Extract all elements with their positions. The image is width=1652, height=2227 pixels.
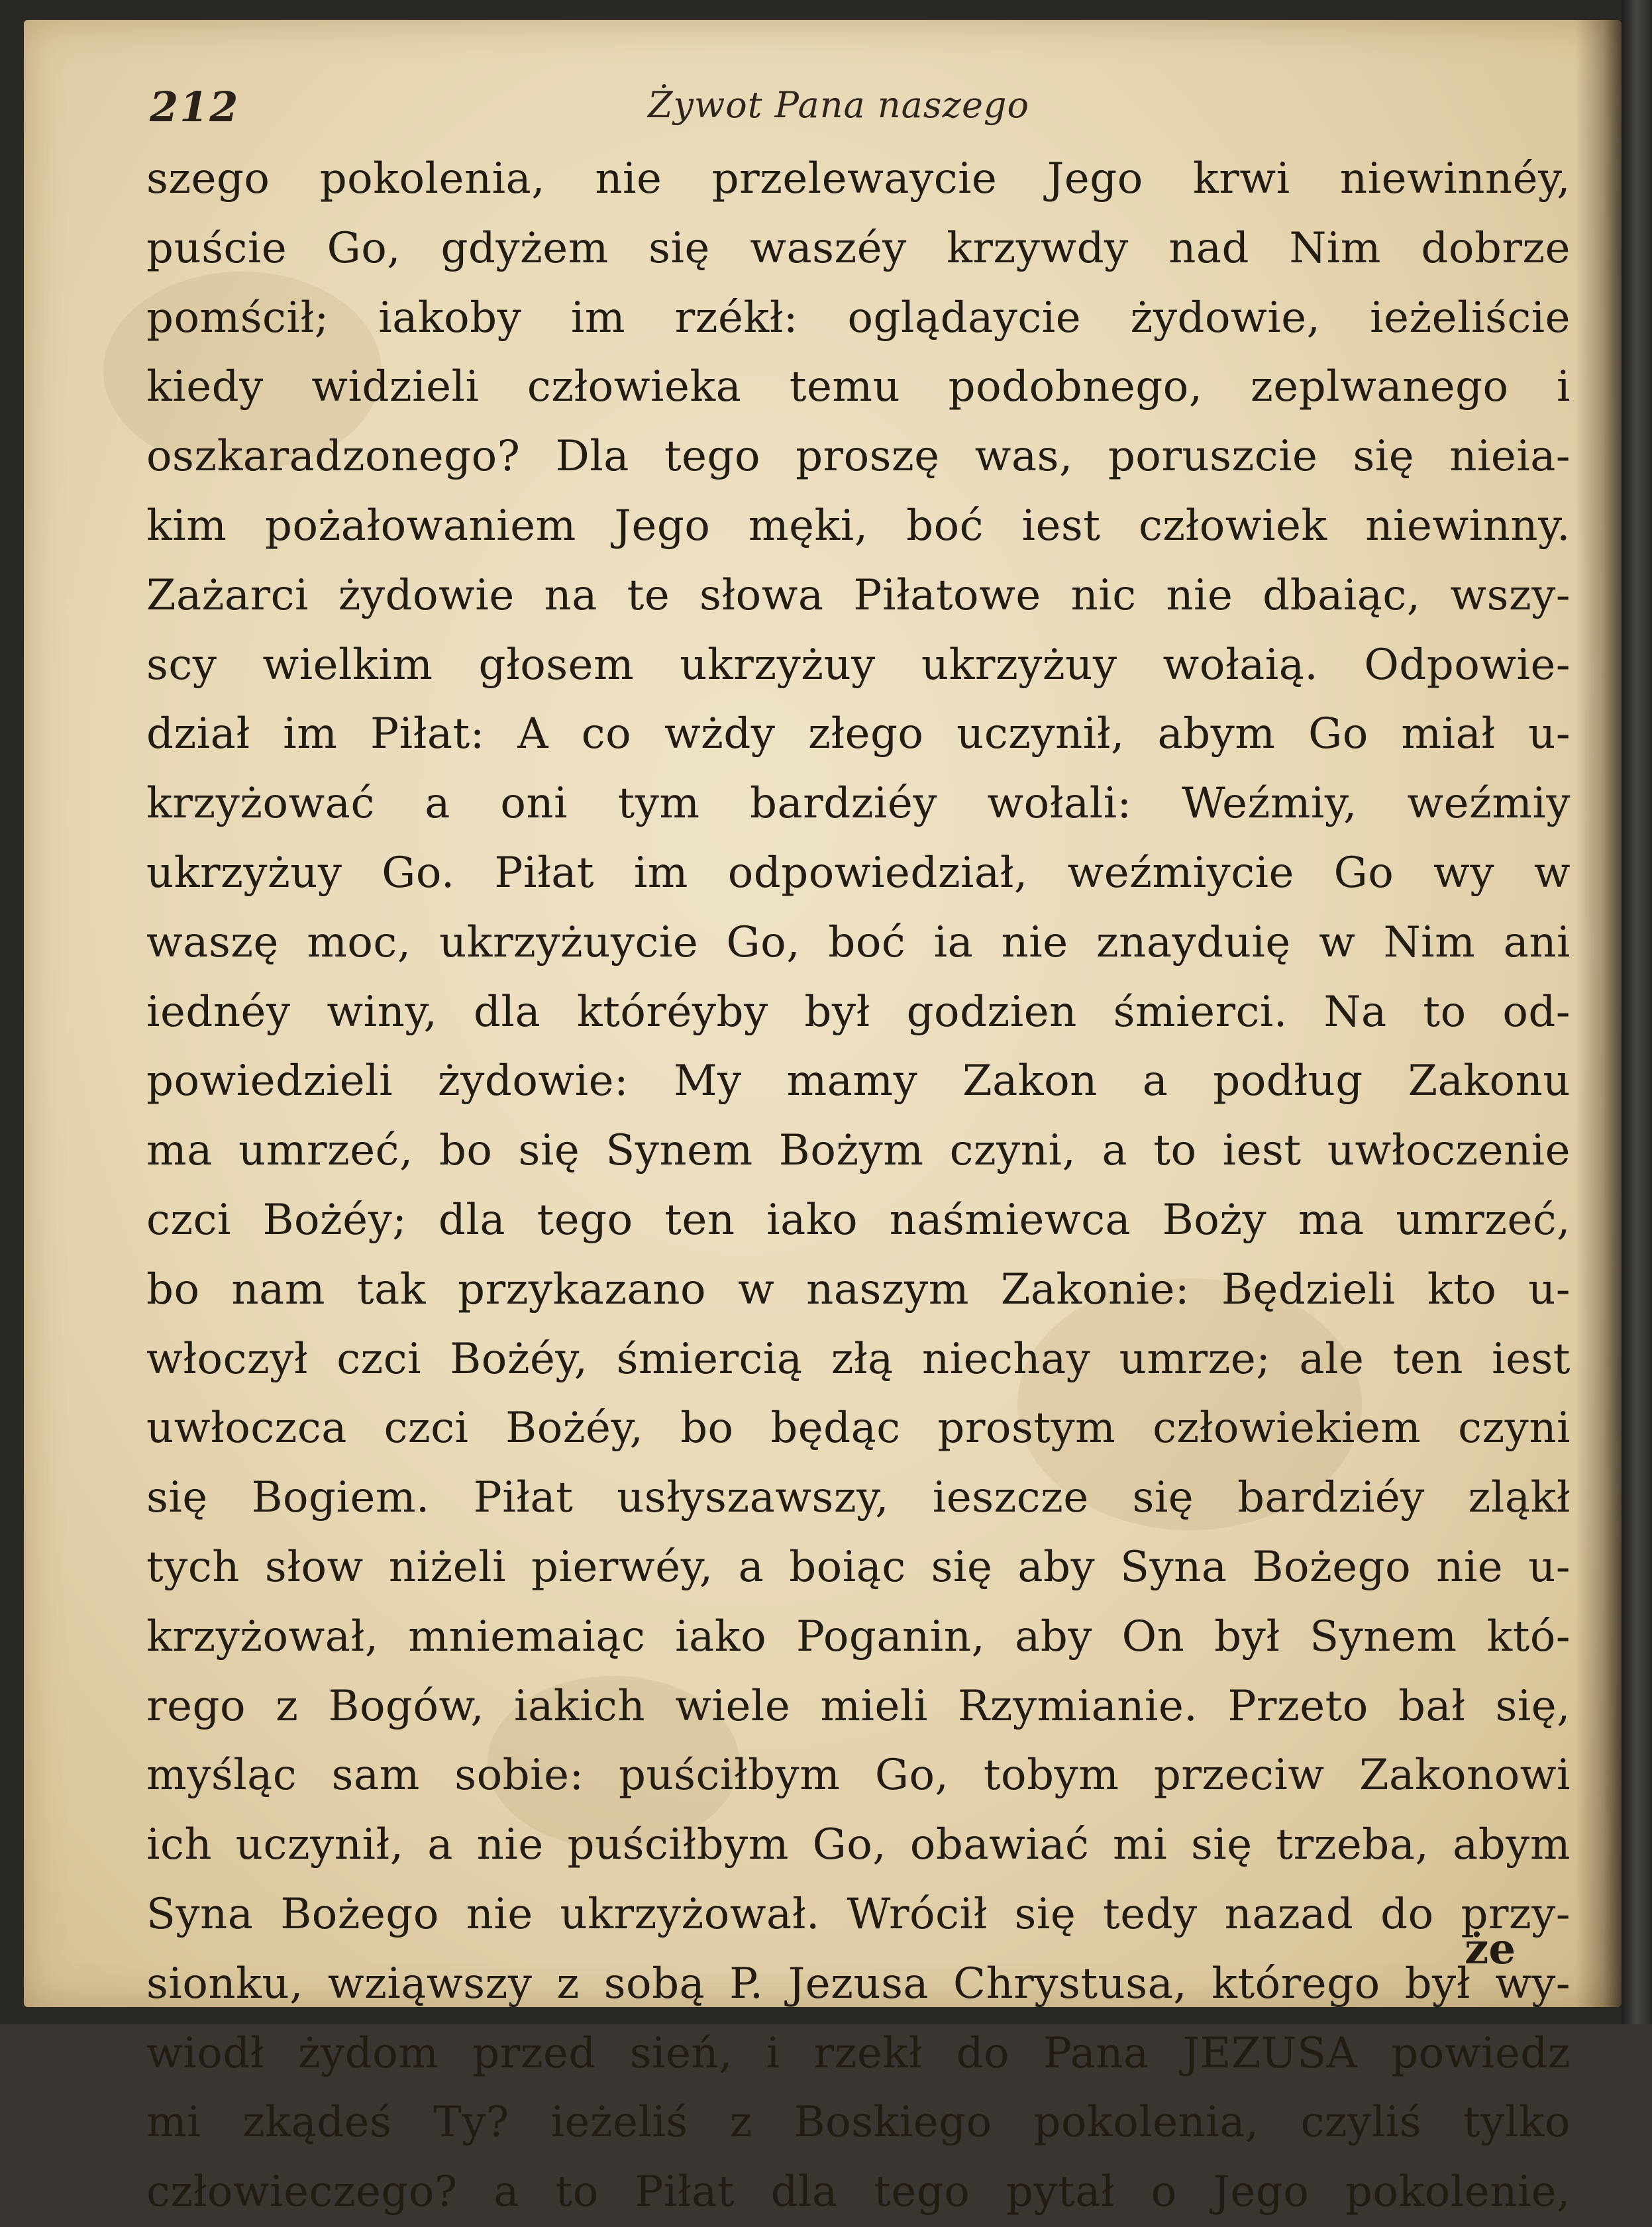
text-line: kiedy widzieli człowieka temu podobnego, zeplwanego i	[146, 362, 1571, 412]
text-line: człowieczego? a to Piłat dla tego pytał o Jego pokolenie,	[146, 2167, 1571, 2217]
text-line: krzyżował, mniemaiąc iako Poganin, aby On był Synem któ-	[146, 1612, 1571, 1661]
running-head-title: Żywot Pana naszego	[647, 84, 1030, 126]
text-line: tych słow niżeli pierwéy, a boiąc się aby Syna Bożego nie u-	[146, 1542, 1571, 1592]
text-line: bo nam tak przykazano w naszym Zakonie: Będzieli kto u-	[146, 1265, 1571, 1314]
book-spine	[1622, 0, 1652, 2024]
text-line: szego pokolenia, nie przelewaycie Jego krwi niewinnéy,	[146, 154, 1571, 203]
body-text	[146, 144, 1571, 2227]
text-line: sionku, wziąwszy z sobą P. Jezusa Chrystusa, którego był wy-	[146, 1959, 1571, 2008]
page-gutter-shadow	[1575, 20, 1622, 2007]
catchword: że	[1465, 1924, 1516, 1974]
text-line: puście Go, gdyżem się waszéy krzywdy nad Nim dobrze	[146, 223, 1571, 273]
text-line: kim pożałowaniem Jego męki, boć iest człowiek niewinny.	[146, 501, 1571, 550]
text-line: dział im Piłat: A co wżdy złego uczynił, abym Go miał u-	[146, 709, 1571, 759]
text-line: Syna Bożego nie ukrzyżował. Wrócił się tedy nazad do przy-	[146, 1889, 1571, 1939]
text-line: myśląc sam sobie: puściłbym Go, tobym przeciw Zakonowi	[146, 1751, 1571, 1800]
text-line: ich uczynił, a nie puściłbym Go, obawiać mi się trzeba, abym	[146, 1820, 1571, 1870]
text-line: się Bogiem. Piłat usłyszawszy, ieszcze się bardziéy zląkł	[146, 1473, 1571, 1523]
book-page	[24, 20, 1622, 2217]
text-line: ma umrzeć, bo się Synem Bożym czyni, a to iest uwłoczenie	[146, 1126, 1571, 1176]
text-line: rego z Bogów, iakich wiele mieli Rzymianie. Przeto bał się,	[146, 1681, 1571, 1731]
running-head	[143, 83, 1534, 136]
text-line: czci Bożéy; dla tego ten iako naśmiewca Boży ma umrzeć,	[146, 1195, 1571, 1245]
text-line: ukrzyżuy Go. Piłat im odpowiedział, weźmiycie Go wy w	[146, 848, 1571, 898]
text-line: uwłoczca czci Bożéy, bo będąc prostym człowiekiem czyni	[146, 1404, 1571, 1453]
text-line: powiedzieli żydowie: My mamy Zakon a podług Zakonu	[146, 1057, 1571, 1106]
page-number: 212	[150, 83, 240, 131]
text-line: iednéy winy, dla któréyby był godzien śmierci. Na to od-	[146, 987, 1571, 1037]
text-line: Zażarci żydowie na te słowa Piłatowe nic nie dbaiąc, wszy-	[146, 570, 1571, 620]
text-line: oszkaradzonego? Dla tego proszę was, poruszcie się nieia-	[146, 432, 1571, 482]
text-line: krzyżować a oni tym bardziéy wołali: Weźmiy, weźmiy	[146, 779, 1571, 829]
text-line: wiodł żydom przed sień, i rzekł do Pana JEZUSA powiedz	[146, 2028, 1571, 2078]
text-line: scy wielkim głosem ukrzyżuy ukrzyżuy wołaią. Odpowie-	[146, 640, 1571, 690]
text-line: włoczył czci Bożéy, śmiercią złą niechay umrze; ale ten iest	[146, 1334, 1571, 1384]
text-line: pomścił; iakoby im rzékł: oglądaycie żydowie, ieżeliście	[146, 293, 1571, 342]
text-line: waszę moc, ukrzyżuycie Go, boć ia nie znayduię w Nim ani	[146, 917, 1571, 967]
text-line: mi zkądeś Ty? ieżeliś z Boskiego pokolenia, czyliś tylko	[146, 2098, 1571, 2148]
